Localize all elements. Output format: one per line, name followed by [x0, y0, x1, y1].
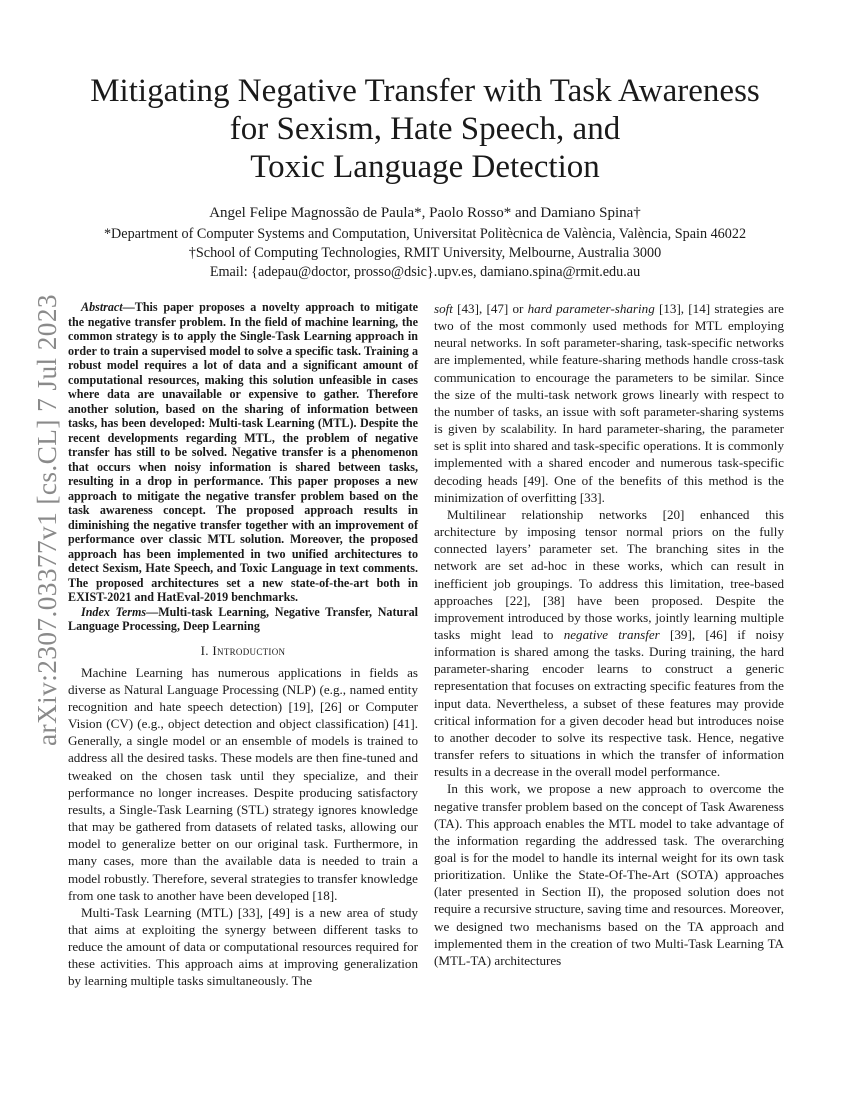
- section-heading-introduction: [68, 642, 418, 659]
- paper-title: [70, 72, 780, 186]
- index-terms-label: Index Terms: [81, 604, 147, 619]
- affiliation-1: *Department of Computer Systems and Computation, Universitat Politècnica de València, València, Spain 46022: [103, 226, 747, 242]
- right-paragraph-1: [434, 300, 784, 506]
- title-line-1: Mitigating Negative Transfer with Task Awareness: [90, 73, 760, 109]
- section-numeral: I.: [200, 642, 213, 658]
- negative-transfer-term: negative transfer: [563, 626, 660, 642]
- title-line-3: Toxic Language Detection: [250, 149, 600, 185]
- intro-paragraph-1: Machine Learning has numerous applications in fields as diverse as Natural Language Processing (NLP) (e.g., named entity recognition and hate speech detection) [19], [26] or Computer Vision (CV) (e.g., object detection and object classification) [41]. Generally, a single model or an ensemble of models is trained to address all the desired tasks. These models are then fine-tuned and tweaked on the chosen task until they specialize, and their performance no longer increases. Despite producing satisfactory results, a Single-Task Learning (STL) strategy ignores knowledge that may be gathered from datasets of related tasks, allowing our model to generalize better on our original task. Furthermore, in many cases, more than the available data is needed to train a model robustly. Therefore, several strategies to transfer knowledge from one task to another have been developed [18].: [68, 664, 418, 903]
- index-terms-text: —Multi-task Learning, Negative Transfer, Natural Language Processing, Deep Learning: [68, 604, 418, 633]
- hard-term: hard parameter-sharing: [527, 301, 655, 316]
- arxiv-stamp-svg: [22, 290, 68, 746]
- intro-paragraph-2: Multi-Task Learning (MTL) [33], [49] is a new area of study that aims at exploiting the synergy between different tasks to reduce the amount of data or computational resources required for these activities. This approach aims at improving generalization by learning multiple tasks simultaneously. The: [68, 904, 418, 989]
- right-column: [434, 300, 784, 969]
- right-p1-part-b: [13], [14] strategies are two of the most commonly used methods for MTL employing neural networks. In soft parameter-sharing, task-specific networks are implemented, while feature-sharing methods handle cross-task communication to encourage the parameters to be similar. Since the size of the multi-task network grows linearly with respect to the number of tasks, an issue with soft parameter-sharing systems is given by scalability. In hard parameter-sharing, the parameter set is split into shared and task-specific operations. It is commonly implemented with a shared encoder and numerous task-specific decoding heads [49]. One of the benefits of this method is the minimization of overfitting [33].: [434, 301, 784, 505]
- author-email: Email: {adepau@doctor, prosso@dsic}.upv.es, damiano.spina@rmit.edu.au: [209, 264, 641, 280]
- title-heading: [70, 72, 780, 186]
- arxiv-stamp: [22, 290, 68, 746]
- section-name: Introduction: [212, 642, 286, 658]
- right-p2-part-b: [39], [46] if noisy information is shared among the tasks. During training, the hard parameter-sharing encoder learns to construct a generic representation that focuses on extracting specific features from the input data. Nevertheless, a subset of these features may provide critical information for a given decoder head but introduces noise to another decoder to solve its respective task. Hence, negative transfer refers to situations in which the transfer of information results in a decrease in the overall model performance.: [434, 626, 784, 780]
- right-p1-part-a: [43], [47] or: [452, 301, 528, 316]
- title-line-2: for Sexism, Hate Speech, and: [229, 111, 621, 147]
- index-terms: [68, 605, 418, 634]
- right-p2-part-a: Multilinear relationship networks [20] enhanced this architecture by imposing tensor normal priors on the fully connected layers’ parameter set. The branching sites in the network are set ad-hoc in these works, which can result in inefficient job groupings. To address this limitation, tree-based approaches [22], [38] have been proposed. Despite the improvement introduced by those works, jointly learning multiple tasks might lead to: [434, 506, 784, 642]
- left-column: [68, 300, 418, 990]
- soft-term: soft: [434, 301, 453, 316]
- right-paragraph-3: In this work, we propose a new approach to overcome the negative transfer problem based on the concept of Task Awareness (TA). This approach enables the MTL model to take advantage of the information regarding the addressed task. The overarching goal is for the model to handle its internal weight for its own task prioritization. Unlike the State-Of-The-Art (SOTA) approaches (later presented in Section II), the proposed solution does not require a recursive structure, saving time and resources. Moreover, we designed two mechanisms based on the TA approach and implemented them in the creation of two Multi-Task Learning TA (MTL-TA) architectures: [434, 781, 784, 968]
- author-names: Angel Felipe Magnossão de Paula*, Paolo Rosso* and Damiano Spina†: [209, 205, 641, 221]
- abstract-label: Abstract: [81, 300, 123, 314]
- affiliation-2: †School of Computing Technologies, RMIT University, Melbourne, Australia 3000: [188, 245, 662, 261]
- right-paragraph-2: [434, 506, 784, 781]
- abstract: [68, 300, 418, 605]
- abstract-text: —This paper proposes a novelty approach to mitigate the negative transfer problem. In the field of machine learning, the common strategy is to apply the Single-Task Learning approach in order to train a supervised model to solve a specific task. Training a robust model requires a lot of data and a significant amount of computational resources, making this solution unfeasible in cases where data are unavailable or expensive to gather. Therefore another solution, based on the sharing of information between tasks, has been developed: Multi-task Learning (MTL). Despite the recent developments regarding MTL, the problem of negative transfer has still to be solved. Negative transfer is a phenomenon that occurs when noisy information is shared between tasks, resulting in a drop in performance. This paper proposes a new approach to mitigate the negative transfer problem based on the task awareness concept. The proposed approach results in diminishing the negative transfer together with an improvement of performance over classic MTL solution. Moreover, the proposed approach has been implemented in two unified architectures to detect Sexism, Hate Speech, and Toxic Language in text comments. The proposed architectures set a new state-of-the-art both in EXIST-2021 and HatEval-2019 benchmarks.: [68, 300, 418, 604]
- arxiv-id-text: arXiv:2307.03377v1 [cs.CL] 7 Jul 2023: [32, 299, 62, 746]
- author-block: [70, 204, 780, 282]
